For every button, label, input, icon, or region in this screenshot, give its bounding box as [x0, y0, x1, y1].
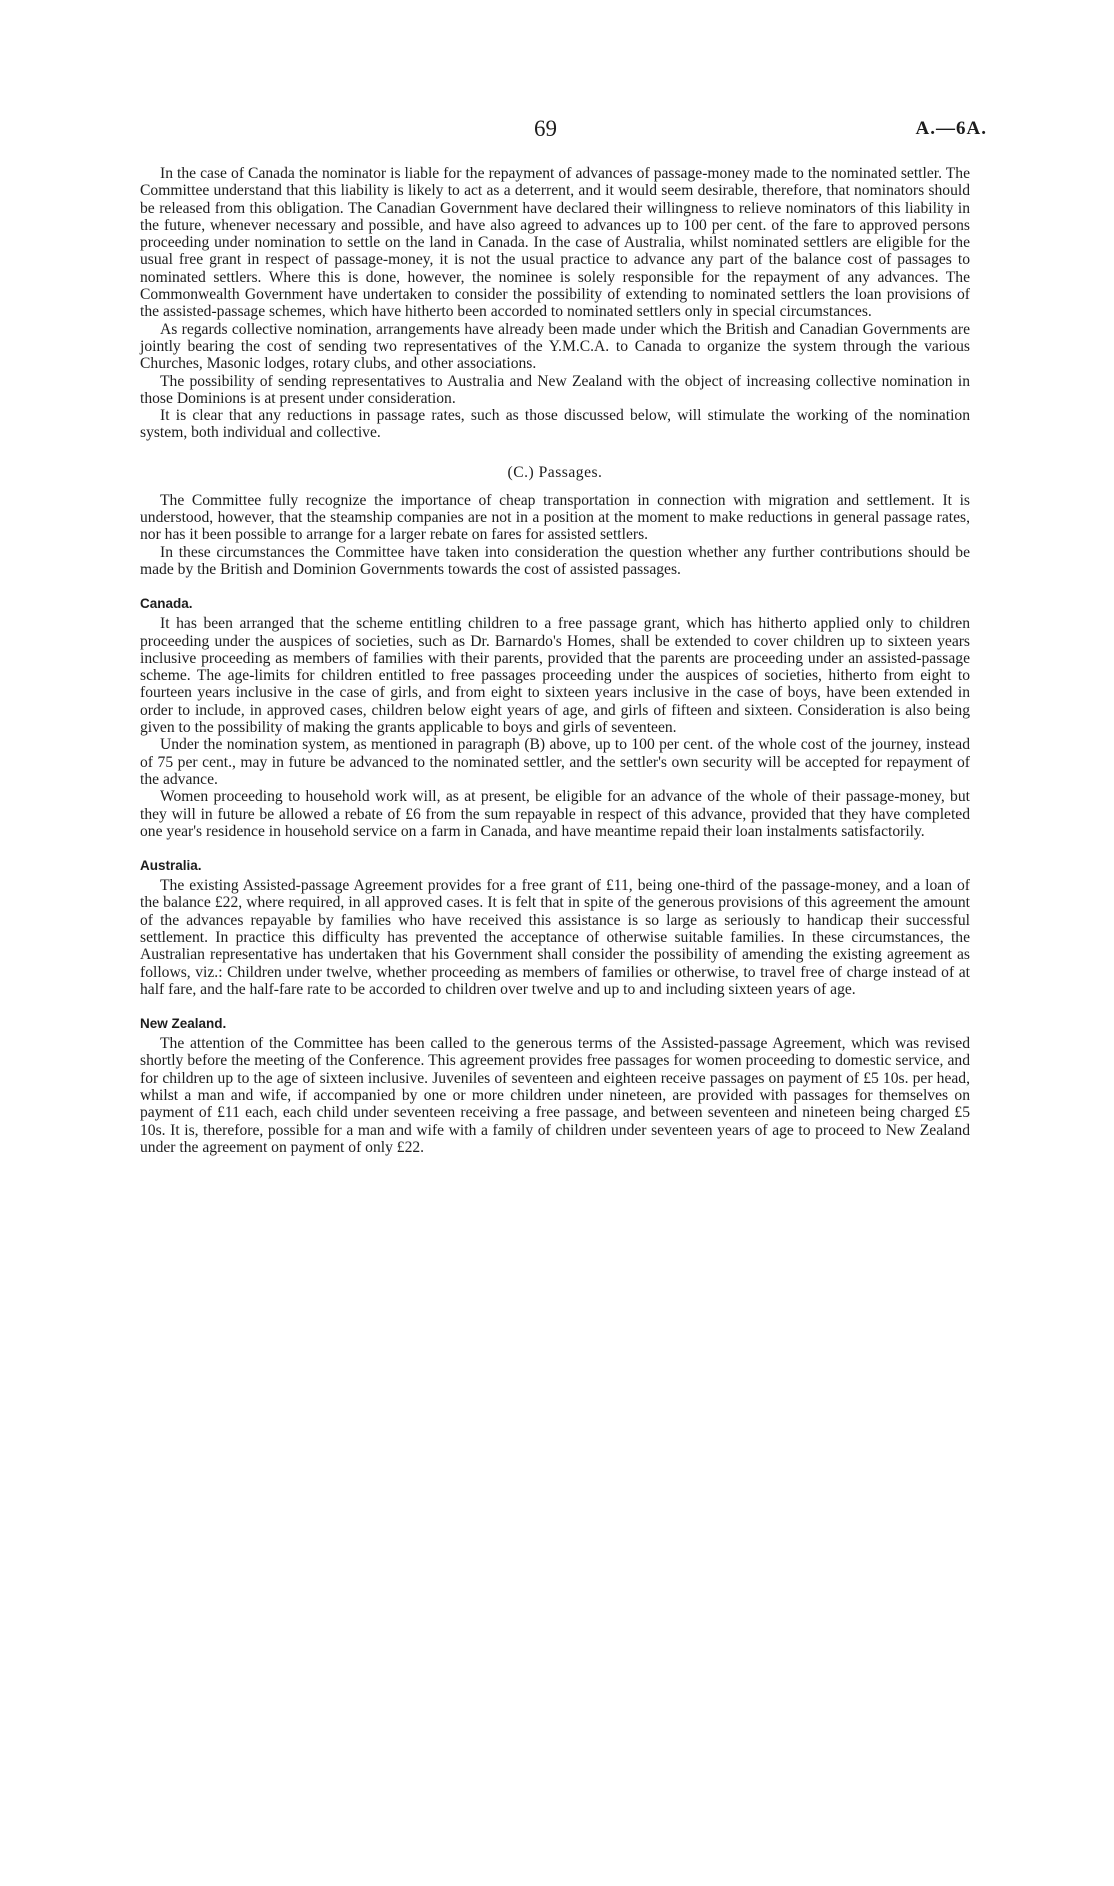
paragraph: The attention of the Committee has been called to the generous terms of the Assisted-passage Agreement, which was revised shortly before the meeting of the Conference. This agreement provides free passages for women proceeding to domestic service, and for children up to the age of sixteen inclusive. Juveniles of seventeen and eighteen receive passages on payment of £5 10s. per head, whilst a man and wife, if accompanied by one or more children under nineteen, are provided with passages for themselves on payment of £11 each, each child under seventeen receiving a free passage, and between seventeen and nineteen being charged £5 10s. It is, therefore, possible for a man and wife with a family of children under seventeen years of age to proceed to New Zealand under the agreement on payment of only £22.	[140, 1035, 970, 1156]
page-number: 69	[534, 116, 557, 141]
paragraph: As regards collective nomination, arrangements have already been made under which the British and Canadian Governments are jointly bearing the cost of sending two representatives of the Y.M.C.A. to Canada to organize the system through the various Churches, Masonic lodges, rotary clubs, and other associations.	[140, 320, 970, 373]
paragraph: In these circumstances the Committee have taken into consideration the question whether any further contributions should be made by the British and Dominion Governments towards the cost of assisted passages.	[140, 543, 970, 578]
canada-heading: Canada.	[140, 596, 193, 612]
paragraph: In the case of Canada the nominator is liable for the repayment of advances of passage-money made to the nominated settler. The Committee understand that this liability is likely to act as a deterrent, and it would seem desirable, therefore, that nominators should be released from this obligation. The Canadian Government have declared their willingness to relieve nominators of this liability in the future, whenever necessary and possible, and have also agreed to advances up to 100 per cent. of the fare to approved persons proceeding under nomination to settle on the land in Canada. In the case of Australia, whilst nominated settlers are eligible for the usual free grant in respect of passage-money, it is not the usual practice to advance any part of the balance cost of passages to nominated settlers. Where this is done, however, the nominee is solely responsible for the repayment of any advances. The Commonwealth Government have undertaken to consider the possibility of extending to nominated settlers the loan provisions of the assisted-passage schemes, which have hitherto been accorded to nominated settlers only in special circumstances.	[140, 165, 970, 321]
australia-heading: Australia.	[140, 858, 202, 874]
paragraph: Women proceeding to household work will, as at present, be eligible for an advance of the whole of their passage-money, but they will in future be allowed a rebate of £6 from the sum repayable in respect of this advance, provided that they have completed one year's residence in household service on a farm in Canada, and have meantime repaid their loan instalments satisfactorily.	[140, 788, 970, 840]
new-zealand-section	[140, 1016, 970, 1156]
passages-section	[140, 464, 970, 578]
canada-section	[140, 596, 970, 840]
page-header	[0, 116, 1114, 146]
paragraph: It is clear that any reductions in passage rates, such as those discussed below, will stimulate the working of the nomination system, both individual and collective.	[140, 407, 970, 442]
paragraph: The possibility of sending representatives to Australia and New Zealand with the object of increasing collective nomination in those Dominions is at present under consideration.	[140, 372, 970, 407]
paragraph: The Committee fully recognize the importance of cheap transportation in connection with migration and settlement. It is understood, however, that the steamship companies are not in a position at the moment to make reductions in general passage rates, nor has it been possible to arrange for a larger rebate on fares for assisted settlers.	[140, 491, 970, 544]
paragraph: It has been arranged that the scheme entitling children to a free passage grant, which has hitherto applied only to children proceeding under the auspices of societies, such as Dr. Barnardo's Homes, shall be extended to cover children up to sixteen years inclusive proceeding as members of families with their parents, provided that the parents are proceeding under an assisted-passage scheme. The age-limits for children entitled to free passages proceeding under the auspices of societies, hitherto from eight to fourteen years inclusive in the case of girls, and from eight to sixteen years inclusive in the case of boys, have been extended in order to include, in approved cases, children below eight years of age, and girls of fifteen and sixteen. Consideration is also being given to the possibility of making the grants applicable to boys and girls of seventeen.	[140, 615, 970, 737]
document-body	[140, 165, 970, 1156]
nomination-section	[140, 165, 970, 442]
paragraph: Under the nomination system, as mentioned in paragraph (B) above, up to 100 per cent. of the whole cost of the journey, instead of 75 per cent., may in future be advanced to the nominated settler, and the settler's own security will be accepted for repayment of the advance.	[140, 736, 970, 788]
new-zealand-heading: New Zealand.	[140, 1016, 227, 1032]
australia-section	[140, 858, 970, 998]
document-reference: A.—6A.	[915, 118, 987, 139]
paragraph: The existing Assisted-passage Agreement provides for a free grant of £11, being one-third of the passage-money, and a loan of the balance £22, where required, in all approved cases. It is felt that in spite of the generous provisions of this agreement the amount of the advances repayable by families who have received this assistance is so large as seriously to handicap their successful settlement. In practice this difficulty has prevented the acceptance of otherwise suitable families. In these circumstances, the Australian representative has undertaken that his Government shall consider the possibility of amending the existing agreement as follows, viz.: Children under twelve, whether proceeding as members of families or otherwise, to travel free of charge instead of at half fare, and the half-fare rate to be accorded to children over twelve and up to and including sixteen years of age.	[140, 877, 970, 998]
section-title: (C.) Passages.	[507, 463, 603, 481]
